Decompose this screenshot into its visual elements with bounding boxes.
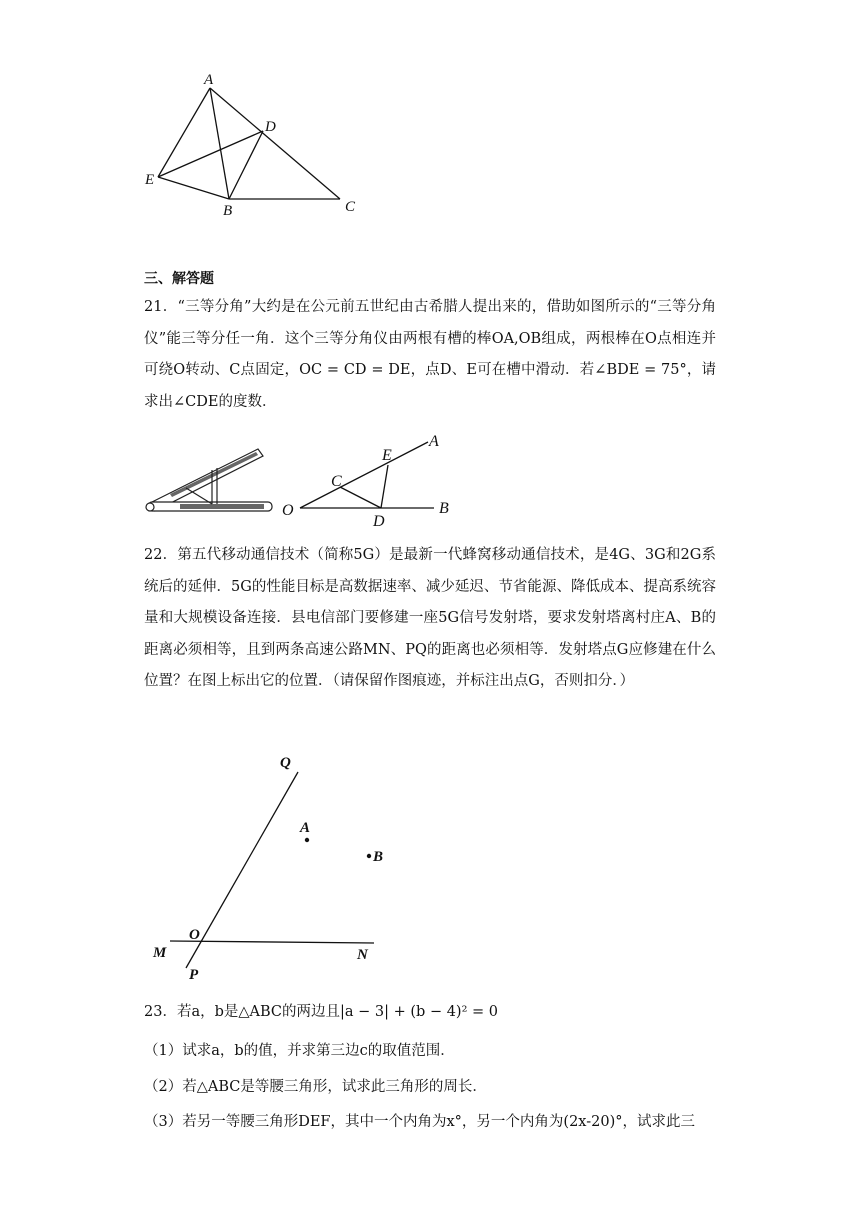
label-e: E: [382, 447, 392, 464]
label-e: E: [145, 172, 155, 188]
question-23-part-1: （1）试求a，b的值，并求第三边c的取值范围．: [144, 1043, 455, 1059]
label-n: N: [357, 947, 368, 963]
question-21-number: 21．: [144, 299, 178, 315]
trisector-device-picture: [146, 449, 272, 511]
segment-eb: [158, 177, 229, 199]
label-q: Q: [280, 755, 291, 771]
trisector-figure: [140, 428, 460, 530]
question-21-text: “三等分角”大约是在公元前五世纪由古希腊人提出来的，借助如图所示的“三等分角仪”能三等分任一角．这个三等分角仪由两根有槽的棒OA,OB组成，两根棒在O点相连并可绕O转动、C点固定，OC = CD = DE，点D、E可在槽中滑动．若∠BDE = 75°，请求出∠CDE的度数．: [144, 299, 716, 410]
road-pq: [186, 772, 298, 968]
question-22: [144, 540, 716, 698]
question-23-part-2: （2）若△ABC是等腰三角形，试求此三角形的周长．: [144, 1079, 487, 1095]
triangle-figure: [140, 68, 380, 228]
segment-de: [381, 465, 388, 508]
question-23-part-3: （3）若另一等腰三角形DEF，其中一个内角为x°，另一个内角为(2x-20)°，试求此三: [144, 1114, 695, 1130]
village-b-dot: [367, 854, 371, 858]
label-p: P: [189, 967, 199, 983]
label-a: A: [300, 820, 311, 836]
label-o: O: [282, 502, 294, 519]
label-m: M: [153, 945, 167, 961]
question-22-number: 22．: [144, 547, 178, 563]
label-b: B: [223, 203, 233, 219]
label-o: O: [189, 927, 200, 943]
segment-cd: [340, 487, 381, 508]
segment-ab: [210, 88, 229, 199]
segment-ac: [210, 88, 340, 199]
ray-oa: [300, 442, 428, 508]
label-c: C: [345, 199, 356, 215]
segment-db: [229, 131, 263, 199]
label-d: D: [265, 119, 276, 135]
roads-figure: [150, 750, 390, 985]
question-23-number: 23．: [144, 1004, 177, 1020]
label-b: B: [439, 500, 449, 517]
question-21: [144, 292, 716, 418]
label-a: A: [429, 433, 439, 450]
label-a: A: [204, 72, 214, 88]
segment-ae: [158, 88, 210, 177]
segment-ed: [158, 131, 263, 177]
label-d: D: [373, 513, 385, 530]
village-a-dot: [305, 838, 309, 842]
question-23-stem: [144, 1002, 498, 1022]
question-22-text: 第五代移动通信技术（简称5G）是最新一代蜂窝移动通信技术，是4G、3G和2G系统后的延伸．5G的性能目标是高数据速率、减少延迟、节省能源、降低成本、提高系统容量和大规模设备连接．县电信部门要修建一座5G信号发射塔，要求发射塔离村庄A、B的距离必须相等，且到两条高速公路MN、PQ的距离也必须相等．发射塔点G应修建在什么位置？在图上标出它的位置．（请保留作图痕迹，并标注出点G，否则扣分．）: [144, 547, 717, 689]
label-b: B: [373, 849, 384, 865]
label-c: C: [331, 473, 342, 490]
question-23-stem-text: 若a，b是△ABC的两边且|a − 3| + (b − 4)² = 0: [176, 1004, 498, 1020]
section-heading: 三、解答题: [144, 271, 214, 287]
